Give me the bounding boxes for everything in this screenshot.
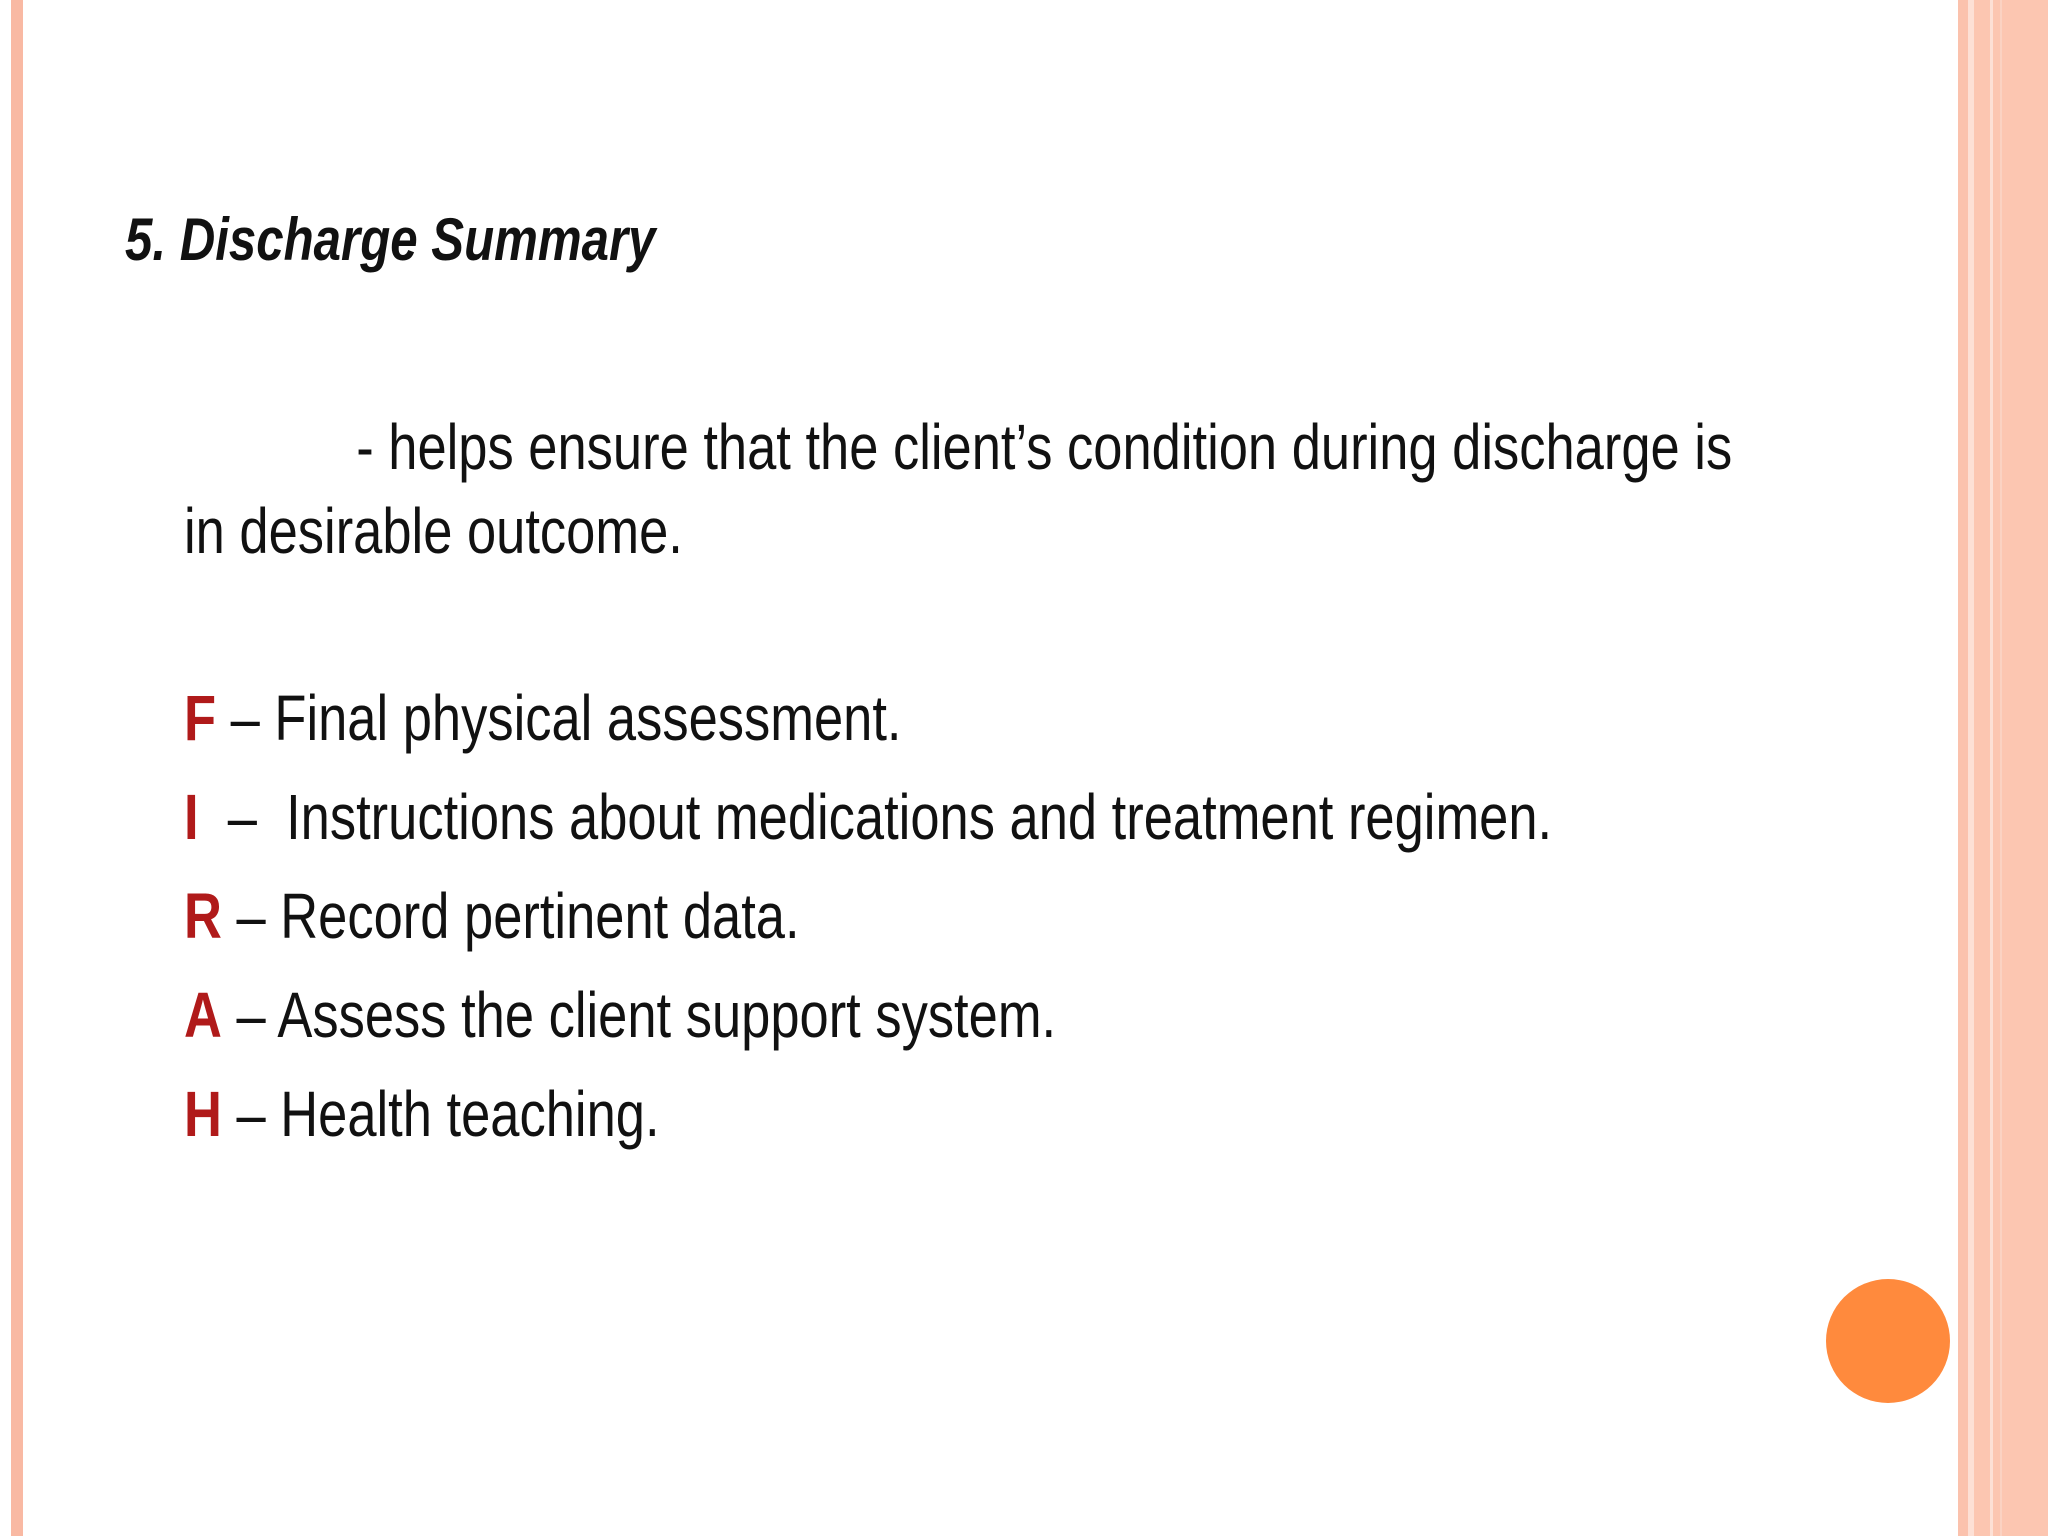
right-border-stripe-3: [1974, 0, 2048, 1536]
list-item: [184, 880, 1660, 979]
orange-circle-decoration: [1826, 1279, 1950, 1403]
description-text: - helps ensure that the client’s condition during discharge is in desirable outcome.: [184, 411, 1733, 567]
left-border-stripe: [11, 0, 23, 1536]
list-item-text: – Assess the client support system.: [221, 979, 1057, 1051]
right-border-line-2: [2000, 0, 2002, 1536]
list-item-letter: A: [184, 979, 222, 1051]
list-item-letter: F: [184, 682, 217, 754]
slide-description: [184, 405, 1758, 573]
mnemonic-list: [184, 682, 1660, 1177]
list-item-letter: H: [184, 1078, 222, 1150]
list-item-text: – Health teaching.: [221, 1078, 660, 1150]
slide-title: 5. Discharge Summary: [125, 206, 656, 273]
list-item: [184, 1078, 1660, 1177]
list-item: [184, 781, 1660, 880]
list-item-text: – Record pertinent data.: [221, 880, 800, 952]
list-item-text: – Final physical assessment.: [216, 682, 902, 754]
list-item-letter: R: [184, 880, 222, 952]
list-item-letter: I: [184, 781, 199, 853]
list-item-text: – Instructions about medications and treatment regimen.: [198, 781, 1553, 853]
right-border-line: [1990, 0, 1993, 1536]
list-item: [184, 682, 1660, 781]
list-item: [184, 979, 1660, 1078]
right-border-stripe-1: [1958, 0, 1968, 1536]
